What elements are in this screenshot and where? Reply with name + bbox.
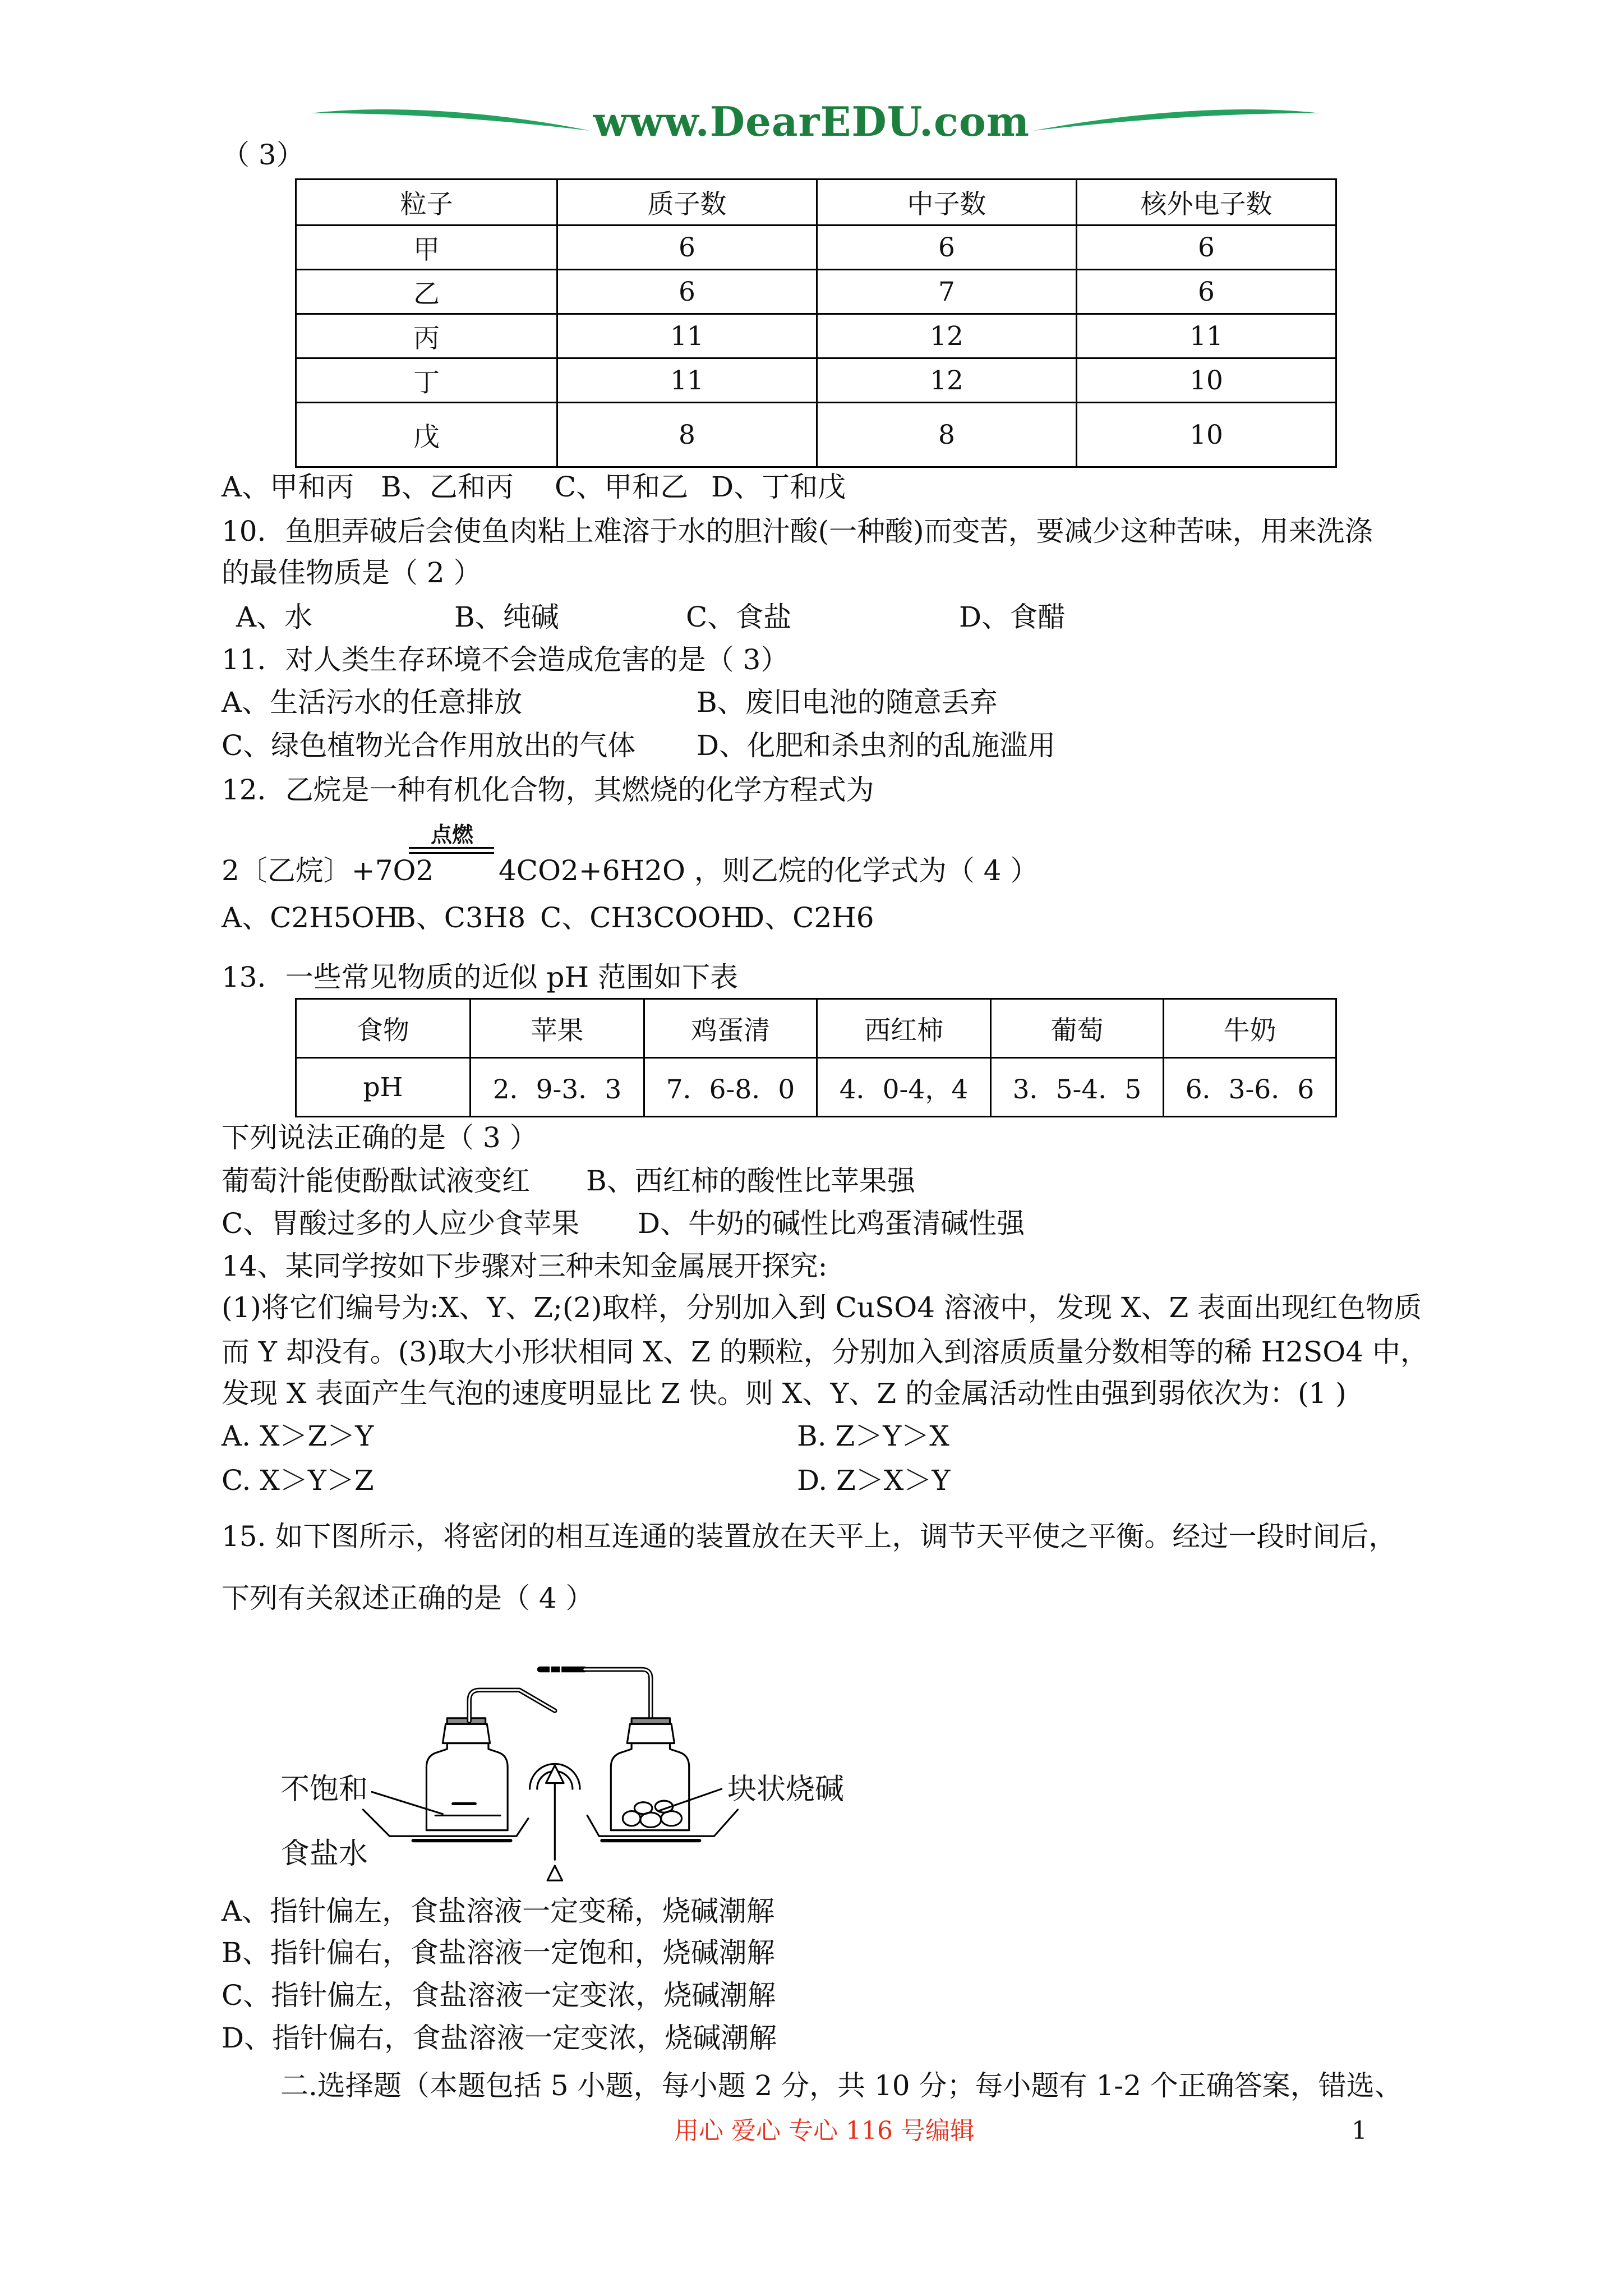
table-header-cell: 西红柿 <box>817 999 991 1058</box>
table-header-cell: 苹果 <box>471 999 644 1058</box>
ph-table <box>295 998 1337 1117</box>
table-cell: 6．3-6．6 <box>1164 1058 1336 1117</box>
q11-option-c: C、绿色植物光合作用放出的气体 <box>222 729 636 762</box>
figure-label-unsaturated: 不饱和 <box>280 1773 368 1806</box>
q14-option-b: B. Z＞Y＞X <box>797 1420 949 1452</box>
particle-table <box>295 178 1337 468</box>
table-row <box>296 270 1336 314</box>
q10-stem-line-2: 的最佳物质是（ 2 ） <box>222 556 482 589</box>
q12-option-a: A、C2H5OH <box>222 901 399 934</box>
left-bottle <box>426 1743 508 1830</box>
table-header-cell: 食物 <box>296 999 471 1058</box>
table-row <box>296 358 1336 403</box>
table-cell: 乙 <box>296 270 557 314</box>
right-tube <box>584 1669 651 1721</box>
table-cell: 4．0-4，4 <box>817 1058 991 1117</box>
table-row <box>296 226 1336 270</box>
q10-option-a: A、水 <box>236 601 313 633</box>
table-header-cell: 粒子 <box>296 180 557 226</box>
q14-stem-line-4: 发现 X 表面产生气泡的速度明显比 Z 快。则 X、Y、Z 的金属活动性由强到弱依次为：(1 ) <box>222 1377 1347 1410</box>
table-cell: pH <box>296 1058 471 1117</box>
q14-stem-line-2: (1)将它们编号为:X、Y、Z;(2)取样，分别加入到 CuSO4 溶液中，发现 X、Z 表面出现红色物质 <box>222 1291 1422 1324</box>
table-cell: 6 <box>557 226 817 270</box>
figure-label-saline: 食盐水 <box>280 1837 368 1871</box>
q14-option-c: C. X＞Y＞Z <box>222 1464 374 1497</box>
q11-option-d: D、化肥和杀虫剂的乱施滥用 <box>697 729 1056 762</box>
q9-option-b: B、乙和丙 <box>381 471 514 503</box>
table-row <box>296 314 1336 358</box>
table-cell: 10 <box>1077 403 1336 467</box>
q13-stem: 13．一些常见物质的近似 pH 范围如下表 <box>222 961 739 993</box>
page-number: 1 <box>1352 2116 1367 2145</box>
table-cell: 2．9-3．3 <box>471 1058 644 1117</box>
table-cell: 10 <box>1077 358 1336 403</box>
q10-option-d: D、食醋 <box>959 601 1066 633</box>
table-header-cell: 核外电子数 <box>1077 180 1336 226</box>
q11-option-a: A、生活污水的任意排放 <box>222 686 523 719</box>
q9-option-c: C、甲和乙 <box>555 471 689 503</box>
q12-option-d: D、C2H6 <box>742 901 874 934</box>
table-cell: 丁 <box>296 358 557 403</box>
q12-equation-reactants: 2〔乙烷〕+7O2 <box>222 854 434 887</box>
table-cell: 6 <box>817 226 1077 270</box>
table-row <box>296 403 1336 467</box>
right-stopper-rim <box>631 1718 670 1724</box>
left-swoosh <box>310 109 590 131</box>
table-cell: 6 <box>1077 226 1336 270</box>
q13-prompt: 下列说法正确的是（ 3 ） <box>222 1121 538 1154</box>
q9-answer: （ 3） <box>222 139 305 171</box>
q15-option-a: A、指针偏左，食盐溶液一定变稀，烧碱潮解 <box>222 1895 775 1927</box>
q15-option-d: D、指针偏右，食盐溶液一定变浓，烧碱潮解 <box>222 2022 777 2054</box>
table-cell: 8 <box>817 403 1077 467</box>
table-header-cell: 中子数 <box>817 180 1077 226</box>
figure-label-caustic-soda: 块状烧碱 <box>727 1773 845 1806</box>
table-header-cell: 鸡蛋清 <box>644 999 817 1058</box>
pointer-arrowhead <box>546 1765 564 1783</box>
q9-option-a: A、甲和丙 <box>222 471 354 503</box>
site-logo-text: www.DearEDU.com <box>593 98 1030 145</box>
q12-equation-products: 4CO2+6H2O ，则乙烷的化学式为（ 4 ） <box>499 854 1039 887</box>
q14-option-a: A. X＞Z＞Y <box>222 1420 374 1452</box>
table-cell: 7 <box>817 270 1077 314</box>
table-cell: 7．6-8．0 <box>644 1058 817 1117</box>
table-cell: 戊 <box>296 403 557 467</box>
left-stopper-rim <box>447 1718 485 1724</box>
q10-option-b: B、纯碱 <box>454 601 559 633</box>
table-header-cell: 葡萄 <box>991 999 1164 1058</box>
table-cell: 11 <box>557 358 817 403</box>
left-stopper <box>442 1724 490 1743</box>
q10-stem-line-1: 10．鱼胆弄破后会使鱼肉粘上难溶于水的胆汁酸(一种酸)而变苦，要减少这种苦味，用来洗涤 <box>222 515 1373 547</box>
q13-option-a: 葡萄汁能使酚酞试液变红 <box>222 1165 530 1197</box>
q12-reaction-condition: 点燃 <box>431 822 474 847</box>
right-stopper <box>627 1724 674 1743</box>
left-tube <box>469 1690 555 1721</box>
q15-stem-line-1: 15. 如下图所示，将密闭的相互连通的装置放在天平上，调节天平使之平衡。经过一段时间后， <box>222 1520 1397 1553</box>
q13-option-b: B、西红柿的酸性比苹果强 <box>586 1165 915 1197</box>
table-header-row <box>296 999 1336 1058</box>
table-cell: 3．5-4．5 <box>991 1058 1164 1117</box>
table-cell: 8 <box>557 403 817 467</box>
q14-stem-line-3: 而 Y 却没有。(3)取大小形状相同 X、Z 的颗粒，分别加入到溶质质量分数相等的稀 H2SO4 中， <box>222 1336 1429 1368</box>
balance-fulcrum <box>547 1866 562 1880</box>
q10-option-c: C、食盐 <box>686 601 792 633</box>
table-cell: 11 <box>1077 314 1336 358</box>
q9-option-d: D、丁和戊 <box>711 471 846 503</box>
q12-option-c: C、CH3COOH <box>540 901 745 934</box>
q13-option-c: C、胃酸过多的人应少食苹果 <box>222 1207 580 1240</box>
table-cell: 12 <box>817 358 1077 403</box>
q12-equation-line-top <box>409 847 494 849</box>
q15-stem-line-2: 下列有关叙述正确的是（ 4 ） <box>222 1582 594 1614</box>
q11-stem: 11．对人类生存环境不会造成危害的是（ 3） <box>222 643 789 676</box>
q14-option-d: D. Z＞X＞Y <box>797 1464 951 1497</box>
footer-slogan: 用心 爱心 专心 116 号编辑 <box>674 2116 975 2145</box>
q11-option-b: B、废旧电池的随意丢弃 <box>697 686 998 719</box>
q14-stem-line-1: 14、某同学按如下步骤对三种未知金属展开探究: <box>222 1250 828 1282</box>
table-row <box>296 1058 1336 1117</box>
right-swoosh <box>1033 109 1321 131</box>
table-cell: 甲 <box>296 226 557 270</box>
table-header-cell: 质子数 <box>557 180 817 226</box>
q13-option-d: D、牛奶的碱性比鸡蛋清碱性强 <box>638 1207 1025 1240</box>
table-header-row <box>296 180 1336 226</box>
q12-option-b: B、C3H8 <box>395 901 526 934</box>
q12-stem: 12．乙烷是一种有机化合物，其燃烧的化学方程式为 <box>222 774 874 806</box>
q15-option-b: B、指针偏右，食盐溶液一定饱和，烧碱潮解 <box>222 1936 775 1969</box>
table-cell: 12 <box>817 314 1077 358</box>
table-cell: 11 <box>557 314 817 358</box>
table-cell: 6 <box>557 270 817 314</box>
table-header-cell: 牛奶 <box>1164 999 1336 1058</box>
table-cell: 6 <box>1077 270 1336 314</box>
table-cell: 丙 <box>296 314 557 358</box>
q15-option-c: C、指针偏左，食盐溶液一定变浓，烧碱潮解 <box>222 1979 776 2012</box>
section-2-heading: 二.选择题（本题包括 5 小题，每小题 2 分，共 10 分；每小题有 1-2 个正确答案，错选、 <box>280 2069 1403 2102</box>
